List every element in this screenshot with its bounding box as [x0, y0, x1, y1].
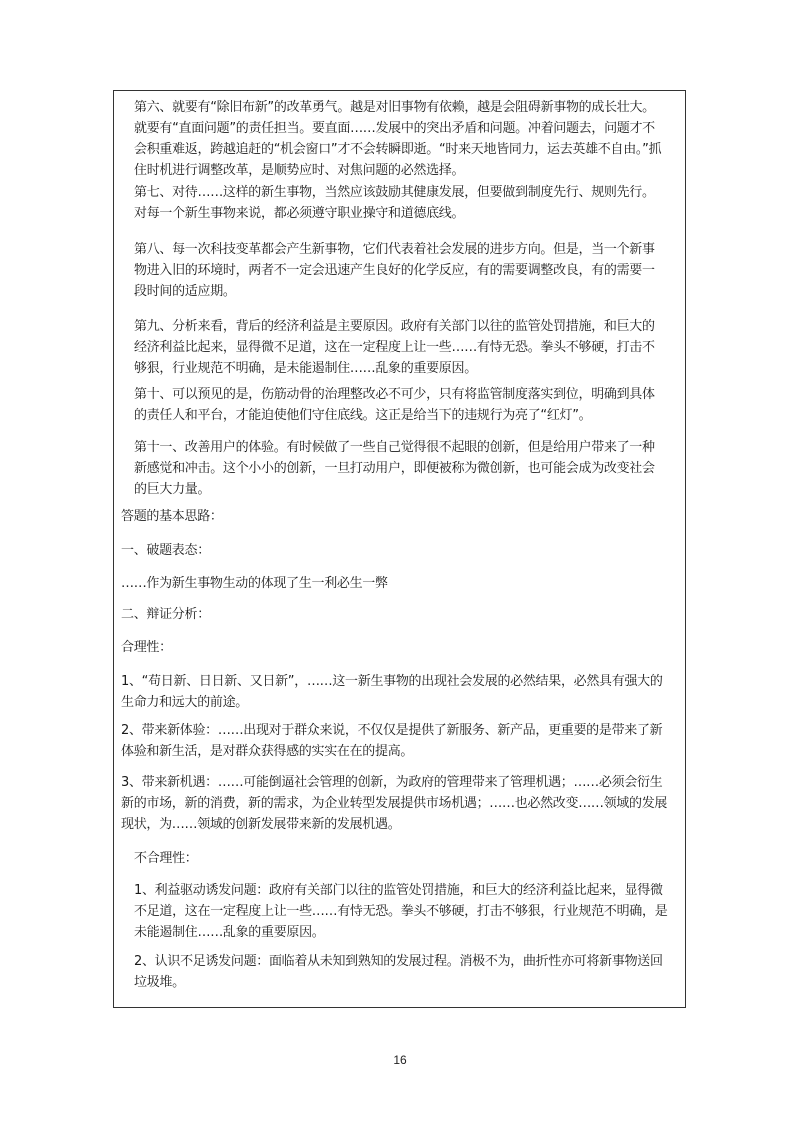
rational-point-2: 2、带来新体验：……出现对于群众来说，不仅仅是提供了新服务、新产品，更重要的是带来了新体验和新生活，是对群众获得感的实实在在的提高。 [121, 723, 663, 759]
irrational-point-2: 2、认识不足诱发问题：面临着从未知到熟知的发展过程。消极不为，曲折性亦可将新事物送回垃圾堆。 [134, 954, 663, 990]
paragraph-6: 第六、就要有“除旧布新”的改革勇气。越是对旧事物有依赖，越是会阻碍新事物的成长壮大。就要有“直面问题”的责任担当。要直面……发展中的突出矛盾和问题。冲着问题去，问题才不会积重难返，跨越追赶的“机会窗口”才不会转瞬即逝。“时来天地皆同力，运去英雄不自由。”抓住时机进行调整改革，是顺势应时、对焦问题的必然选择。 [134, 100, 662, 178]
rational-point-1: 1、“苟日新、日日新、又日新”，……这一新生事物的出现社会发展的必然结果，必然具有强大的生命力和远大的前途。 [121, 674, 663, 710]
irrational-point-1: 1、利益驱动诱发问题：政府有关部门以往的监管处罚措施，和巨大的经济利益比起来，显得微不足道，这在一定程度上让一些……有恃无恐。拳头不够硬，打击不够狠，行业规范不明确，是未能遏制住……乱象的重要原因。 [134, 883, 668, 940]
rational-heading: 合理性： [121, 640, 172, 655]
rational-point-3: 3、带来新机遇：……可能倒逼社会管理的创新，为政府的管理带来了管理机遇；……必须会衍生新的市场，新的消费，新的需求，为企业转型发展提供市场机遇；……也必然改变……领域的发展现状，为……领域的创新发展带来新的发展机遇。 [121, 775, 668, 832]
section-2-heading: 二、辩证分析： [121, 607, 210, 622]
approach-heading: 答题的基本思路： [121, 509, 223, 524]
section-1-body: ……作为新生事物生动的体现了生一利必生一弊 [121, 576, 388, 591]
paragraph-9: 第九、分析来看，背后的经济利益是主要原因。政府有关部门以往的监管处罚措施，和巨大的经济利益比起来，显得微不足道，这在一定程度上让一些……有恃无恐。拳头不够硬，打击不够狠，行业规范不明确，是未能遏制住……乱象的重要原因。 [134, 319, 655, 376]
paragraph-11: 第十一、改善用户的体验。有时候做了一些自己觉得很不起眼的创新，但是给用户带来了一种新感觉和冲击。这个小小的创新，一旦打动用户，即便被称为微创新，也可能会成为改变社会的巨大力量。 [134, 440, 655, 497]
paragraph-10: 第十、可以预见的是，伤筋动骨的治理整改必不可少，只有将监管制度落实到位，明确到具体的责任人和平台，才能迫使他们守住底线。这正是给当下的违规行为亮了“红灯”。 [134, 387, 655, 423]
irrational-heading: 不合理性： [134, 851, 198, 866]
paragraph-7: 第七、对待……这样的新生事物，当然应该鼓励其健康发展，但要做到制度先行、规则先行。对每一个新生事物来说，都必须遵守职业操守和道德底线。 [134, 185, 655, 221]
section-1-heading: 一、破题表态： [121, 543, 210, 558]
page-number: 16 [393, 1053, 407, 1067]
paragraph-8: 第八、每一次科技变革都会产生新事物，它们代表着社会发展的进步方向。但是，当一个新事物进入旧的环境时，两者不一定会迅速产生良好的化学反应，有的需要调整改良，有的需要一段时间的适应期。 [134, 242, 655, 299]
